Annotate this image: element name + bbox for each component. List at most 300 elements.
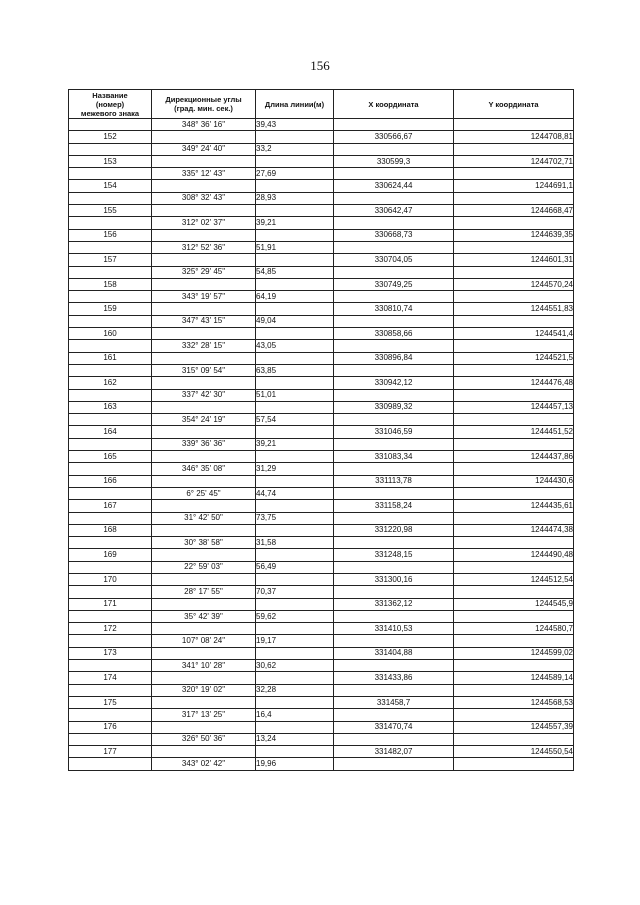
cell-line-length: 59,62 bbox=[256, 610, 334, 622]
header-row bbox=[69, 90, 574, 119]
cell-y-coordinate bbox=[454, 192, 574, 204]
cell-marker-name bbox=[69, 192, 152, 204]
cell-line-length bbox=[256, 573, 334, 585]
cell-direction-angle: 349° 24' 40" bbox=[152, 143, 256, 155]
cell-y-coordinate: 1244639,35 bbox=[454, 229, 574, 241]
cell-direction-angle: 343° 02' 42" bbox=[152, 758, 256, 770]
cell-marker-name bbox=[69, 463, 152, 475]
table-row bbox=[69, 684, 574, 696]
cell-line-length bbox=[256, 623, 334, 635]
cell-marker-name: 161 bbox=[69, 352, 152, 364]
cell-y-coordinate: 1244430,6 bbox=[454, 475, 574, 487]
cell-x-coordinate: 331220,98 bbox=[334, 524, 454, 536]
table-row bbox=[69, 328, 574, 340]
cell-y-coordinate bbox=[454, 291, 574, 303]
header-angle-line: Дирекционные углы bbox=[165, 95, 242, 104]
cell-line-length: 64,19 bbox=[256, 291, 334, 303]
cell-x-coordinate bbox=[334, 537, 454, 549]
cell-y-coordinate: 1244691,1 bbox=[454, 180, 574, 192]
cell-y-coordinate: 1244589,14 bbox=[454, 672, 574, 684]
table-header bbox=[69, 90, 574, 119]
cell-direction-angle bbox=[152, 598, 256, 610]
cell-marker-name: 152 bbox=[69, 131, 152, 143]
cell-line-length bbox=[256, 746, 334, 758]
table-row bbox=[69, 192, 574, 204]
cell-x-coordinate bbox=[334, 143, 454, 155]
cell-line-length bbox=[256, 229, 334, 241]
cell-line-length: 31,29 bbox=[256, 463, 334, 475]
cell-y-coordinate bbox=[454, 168, 574, 180]
cell-y-coordinate bbox=[454, 487, 574, 499]
cell-marker-name bbox=[69, 119, 152, 131]
cell-x-coordinate bbox=[334, 709, 454, 721]
table-row bbox=[69, 709, 574, 721]
cell-direction-angle: 317° 13' 25" bbox=[152, 709, 256, 721]
cell-x-coordinate bbox=[334, 635, 454, 647]
cell-line-length: 32,28 bbox=[256, 684, 334, 696]
header-name-line: (номер) bbox=[95, 99, 125, 109]
cell-marker-name: 173 bbox=[69, 647, 152, 659]
cell-direction-angle: 30° 38' 58" bbox=[152, 537, 256, 549]
cell-marker-name: 167 bbox=[69, 500, 152, 512]
cell-marker-name: 176 bbox=[69, 721, 152, 733]
cell-x-coordinate: 331362,12 bbox=[334, 598, 454, 610]
table-row bbox=[69, 352, 574, 364]
cell-direction-angle bbox=[152, 696, 256, 708]
cell-y-coordinate: 1244702,71 bbox=[454, 155, 574, 167]
table-row bbox=[69, 241, 574, 253]
table-row bbox=[69, 487, 574, 499]
cell-direction-angle bbox=[152, 131, 256, 143]
cell-x-coordinate bbox=[334, 684, 454, 696]
table-body bbox=[69, 119, 574, 771]
cell-x-coordinate: 330704,05 bbox=[334, 254, 454, 266]
cell-direction-angle bbox=[152, 524, 256, 536]
table-row bbox=[69, 672, 574, 684]
cell-direction-angle bbox=[152, 229, 256, 241]
cell-marker-name bbox=[69, 586, 152, 598]
cell-direction-angle: 107° 08' 24" bbox=[152, 635, 256, 647]
table-row bbox=[69, 721, 574, 733]
boundary-coordinates-table bbox=[68, 89, 574, 771]
cell-direction-angle bbox=[152, 451, 256, 463]
cell-marker-name bbox=[69, 315, 152, 327]
cell-x-coordinate bbox=[334, 168, 454, 180]
cell-marker-name bbox=[69, 414, 152, 426]
table-row bbox=[69, 414, 574, 426]
cell-direction-angle bbox=[152, 278, 256, 290]
table-row bbox=[69, 266, 574, 278]
cell-line-length: 13,24 bbox=[256, 733, 334, 745]
cell-line-length: 70,37 bbox=[256, 586, 334, 598]
cell-marker-name bbox=[69, 635, 152, 647]
cell-y-coordinate bbox=[454, 610, 574, 622]
cell-x-coordinate: 330642,47 bbox=[334, 205, 454, 217]
cell-line-length bbox=[256, 524, 334, 536]
cell-y-coordinate bbox=[454, 512, 574, 524]
cell-marker-name bbox=[69, 143, 152, 155]
cell-x-coordinate: 331248,15 bbox=[334, 549, 454, 561]
cell-y-coordinate bbox=[454, 438, 574, 450]
table-row bbox=[69, 561, 574, 573]
cell-x-coordinate bbox=[334, 266, 454, 278]
cell-y-coordinate bbox=[454, 660, 574, 672]
cell-direction-angle bbox=[152, 426, 256, 438]
cell-line-length: 49,04 bbox=[256, 315, 334, 327]
cell-line-length: 44,74 bbox=[256, 487, 334, 499]
table-row bbox=[69, 119, 574, 131]
table-row bbox=[69, 278, 574, 290]
cell-marker-name bbox=[69, 537, 152, 549]
header-y: Y координата bbox=[454, 90, 574, 119]
cell-y-coordinate: 1244435,61 bbox=[454, 500, 574, 512]
cell-y-coordinate bbox=[454, 143, 574, 155]
cell-y-coordinate bbox=[454, 364, 574, 376]
cell-line-length bbox=[256, 180, 334, 192]
cell-direction-angle bbox=[152, 377, 256, 389]
cell-line-length bbox=[256, 500, 334, 512]
cell-marker-name: 156 bbox=[69, 229, 152, 241]
cell-y-coordinate bbox=[454, 733, 574, 745]
cell-line-length: 51,91 bbox=[256, 241, 334, 253]
cell-x-coordinate bbox=[334, 119, 454, 131]
cell-y-coordinate: 1244437,86 bbox=[454, 451, 574, 463]
cell-direction-angle bbox=[152, 500, 256, 512]
cell-direction-angle bbox=[152, 155, 256, 167]
table-row bbox=[69, 500, 574, 512]
cell-direction-angle bbox=[152, 254, 256, 266]
cell-x-coordinate: 330942,12 bbox=[334, 377, 454, 389]
cell-x-coordinate: 331433,86 bbox=[334, 672, 454, 684]
cell-line-length: 73,75 bbox=[256, 512, 334, 524]
header-name bbox=[69, 90, 152, 119]
table-row bbox=[69, 598, 574, 610]
cell-marker-name bbox=[69, 487, 152, 499]
cell-direction-angle: 28° 17' 55" bbox=[152, 586, 256, 598]
cell-line-length: 19,17 bbox=[256, 635, 334, 647]
table-row bbox=[69, 180, 574, 192]
cell-marker-name: 166 bbox=[69, 475, 152, 487]
cell-direction-angle bbox=[152, 746, 256, 758]
table-row bbox=[69, 155, 574, 167]
cell-y-coordinate: 1244512,54 bbox=[454, 573, 574, 585]
cell-direction-angle bbox=[152, 303, 256, 315]
cell-y-coordinate bbox=[454, 586, 574, 598]
cell-marker-name: 158 bbox=[69, 278, 152, 290]
cell-direction-angle: 337° 42' 30" bbox=[152, 389, 256, 401]
cell-x-coordinate bbox=[334, 660, 454, 672]
cell-x-coordinate bbox=[334, 414, 454, 426]
cell-line-length: 56,49 bbox=[256, 561, 334, 573]
cell-marker-name: 175 bbox=[69, 696, 152, 708]
cell-marker-name bbox=[69, 291, 152, 303]
cell-line-length bbox=[256, 205, 334, 217]
cell-marker-name bbox=[69, 610, 152, 622]
table-row bbox=[69, 315, 574, 327]
cell-direction-angle: 341° 10' 28" bbox=[152, 660, 256, 672]
cell-line-length: 51,01 bbox=[256, 389, 334, 401]
table-row bbox=[69, 291, 574, 303]
cell-marker-name bbox=[69, 389, 152, 401]
cell-line-length bbox=[256, 426, 334, 438]
cell-marker-name: 160 bbox=[69, 328, 152, 340]
header-name-line: межевого знака bbox=[80, 108, 140, 118]
cell-x-coordinate bbox=[334, 512, 454, 524]
cell-marker-name bbox=[69, 684, 152, 696]
cell-direction-angle: 339° 36' 36" bbox=[152, 438, 256, 450]
table-row bbox=[69, 254, 574, 266]
cell-marker-name: 159 bbox=[69, 303, 152, 315]
cell-direction-angle bbox=[152, 205, 256, 217]
table-row bbox=[69, 733, 574, 745]
cell-line-length bbox=[256, 352, 334, 364]
cell-y-coordinate: 1244551,83 bbox=[454, 303, 574, 315]
cell-y-coordinate: 1244550,54 bbox=[454, 746, 574, 758]
table-row bbox=[69, 168, 574, 180]
cell-line-length bbox=[256, 328, 334, 340]
cell-line-length: 27,69 bbox=[256, 168, 334, 180]
cell-marker-name: 165 bbox=[69, 451, 152, 463]
cell-y-coordinate: 1244668,47 bbox=[454, 205, 574, 217]
cell-x-coordinate: 331300,16 bbox=[334, 573, 454, 585]
cell-marker-name bbox=[69, 340, 152, 352]
cell-direction-angle bbox=[152, 352, 256, 364]
cell-marker-name: 168 bbox=[69, 524, 152, 536]
cell-direction-angle: 320° 19' 02" bbox=[152, 684, 256, 696]
cell-y-coordinate bbox=[454, 561, 574, 573]
table-row bbox=[69, 660, 574, 672]
cell-direction-angle: 348° 36' 16" bbox=[152, 119, 256, 131]
table-row bbox=[69, 377, 574, 389]
cell-y-coordinate bbox=[454, 315, 574, 327]
table-row bbox=[69, 512, 574, 524]
table-row bbox=[69, 340, 574, 352]
cell-y-coordinate bbox=[454, 463, 574, 475]
cell-direction-angle: 332° 28' 15" bbox=[152, 340, 256, 352]
cell-direction-angle bbox=[152, 721, 256, 733]
cell-x-coordinate: 331083,34 bbox=[334, 451, 454, 463]
cell-line-length: 33,2 bbox=[256, 143, 334, 155]
cell-line-length bbox=[256, 647, 334, 659]
cell-x-coordinate: 331410,53 bbox=[334, 623, 454, 635]
cell-line-length bbox=[256, 303, 334, 315]
header-length: Длина линии(м) bbox=[256, 90, 334, 119]
cell-y-coordinate: 1244521,5 bbox=[454, 352, 574, 364]
cell-direction-angle bbox=[152, 475, 256, 487]
cell-y-coordinate bbox=[454, 389, 574, 401]
cell-x-coordinate bbox=[334, 463, 454, 475]
cell-line-length: 31,58 bbox=[256, 537, 334, 549]
cell-y-coordinate: 1244541,4 bbox=[454, 328, 574, 340]
cell-y-coordinate bbox=[454, 758, 574, 770]
cell-direction-angle: 315° 09' 54" bbox=[152, 364, 256, 376]
table-row bbox=[69, 549, 574, 561]
cell-marker-name bbox=[69, 561, 152, 573]
cell-marker-name: 162 bbox=[69, 377, 152, 389]
table-row bbox=[69, 463, 574, 475]
cell-x-coordinate: 331482,07 bbox=[334, 746, 454, 758]
cell-line-length bbox=[256, 721, 334, 733]
cell-marker-name bbox=[69, 168, 152, 180]
page-number: 156 bbox=[310, 58, 330, 73]
cell-x-coordinate: 330989,32 bbox=[334, 401, 454, 413]
cell-x-coordinate: 330896,84 bbox=[334, 352, 454, 364]
table-row bbox=[69, 746, 574, 758]
cell-marker-name bbox=[69, 512, 152, 524]
cell-line-length bbox=[256, 254, 334, 266]
table-row bbox=[69, 364, 574, 376]
table-row bbox=[69, 475, 574, 487]
cell-line-length: 30,62 bbox=[256, 660, 334, 672]
cell-x-coordinate bbox=[334, 315, 454, 327]
cell-direction-angle bbox=[152, 672, 256, 684]
cell-marker-name bbox=[69, 733, 152, 745]
cell-marker-name: 155 bbox=[69, 205, 152, 217]
cell-direction-angle: 6° 25' 45" bbox=[152, 487, 256, 499]
cell-line-length bbox=[256, 598, 334, 610]
cell-marker-name bbox=[69, 217, 152, 229]
cell-y-coordinate bbox=[454, 414, 574, 426]
cell-y-coordinate bbox=[454, 241, 574, 253]
cell-direction-angle bbox=[152, 573, 256, 585]
cell-x-coordinate bbox=[334, 340, 454, 352]
cell-line-length: 43,05 bbox=[256, 340, 334, 352]
cell-direction-angle: 308° 32' 43" bbox=[152, 192, 256, 204]
cell-marker-name bbox=[69, 266, 152, 278]
cell-line-length: 39,21 bbox=[256, 217, 334, 229]
cell-marker-name: 171 bbox=[69, 598, 152, 610]
cell-line-length bbox=[256, 278, 334, 290]
cell-marker-name: 174 bbox=[69, 672, 152, 684]
table-row bbox=[69, 217, 574, 229]
cell-direction-angle: 335° 12' 43" bbox=[152, 168, 256, 180]
cell-marker-name: 154 bbox=[69, 180, 152, 192]
cell-y-coordinate bbox=[454, 684, 574, 696]
header-angle-line: (град. мин. сек.) bbox=[174, 104, 233, 113]
cell-line-length bbox=[256, 401, 334, 413]
table-row bbox=[69, 758, 574, 770]
cell-line-length bbox=[256, 672, 334, 684]
cell-y-coordinate: 1244476,48 bbox=[454, 377, 574, 389]
cell-line-length: 39,43 bbox=[256, 119, 334, 131]
table-row bbox=[69, 451, 574, 463]
cell-line-length bbox=[256, 696, 334, 708]
cell-marker-name bbox=[69, 241, 152, 253]
cell-marker-name: 163 bbox=[69, 401, 152, 413]
cell-x-coordinate bbox=[334, 217, 454, 229]
cell-marker-name: 172 bbox=[69, 623, 152, 635]
cell-direction-angle: 326° 50' 36" bbox=[152, 733, 256, 745]
cell-marker-name bbox=[69, 364, 152, 376]
table-row bbox=[69, 205, 574, 217]
cell-direction-angle bbox=[152, 180, 256, 192]
cell-marker-name: 153 bbox=[69, 155, 152, 167]
cell-line-length: 39,21 bbox=[256, 438, 334, 450]
cell-marker-name: 164 bbox=[69, 426, 152, 438]
table-row bbox=[69, 426, 574, 438]
cell-x-coordinate bbox=[334, 610, 454, 622]
cell-marker-name: 157 bbox=[69, 254, 152, 266]
cell-direction-angle: 347° 43' 15" bbox=[152, 315, 256, 327]
cell-direction-angle: 325° 29' 45" bbox=[152, 266, 256, 278]
cell-y-coordinate: 1244451,52 bbox=[454, 426, 574, 438]
cell-x-coordinate bbox=[334, 192, 454, 204]
table-row bbox=[69, 438, 574, 450]
cell-direction-angle bbox=[152, 623, 256, 635]
header-angle bbox=[152, 90, 256, 119]
cell-line-length: 57,54 bbox=[256, 414, 334, 426]
cell-direction-angle: 343° 19' 57" bbox=[152, 291, 256, 303]
cell-x-coordinate: 331470,74 bbox=[334, 721, 454, 733]
cell-x-coordinate: 331158,24 bbox=[334, 500, 454, 512]
cell-y-coordinate bbox=[454, 340, 574, 352]
cell-marker-name bbox=[69, 758, 152, 770]
table-row bbox=[69, 586, 574, 598]
cell-x-coordinate bbox=[334, 561, 454, 573]
cell-direction-angle: 22° 59' 03" bbox=[152, 561, 256, 573]
cell-y-coordinate: 1244708,81 bbox=[454, 131, 574, 143]
header-name-line: Название bbox=[92, 90, 128, 100]
table-row bbox=[69, 647, 574, 659]
cell-x-coordinate bbox=[334, 758, 454, 770]
cell-line-length: 28,93 bbox=[256, 192, 334, 204]
table-row bbox=[69, 573, 574, 585]
cell-x-coordinate: 330668,73 bbox=[334, 229, 454, 241]
cell-x-coordinate: 330599,3 bbox=[334, 155, 454, 167]
table-row bbox=[69, 389, 574, 401]
cell-direction-angle: 354° 24' 19" bbox=[152, 414, 256, 426]
table-row bbox=[69, 131, 574, 143]
cell-direction-angle bbox=[152, 401, 256, 413]
cell-y-coordinate: 1244457,13 bbox=[454, 401, 574, 413]
cell-direction-angle: 312° 52' 36" bbox=[152, 241, 256, 253]
cell-x-coordinate bbox=[334, 389, 454, 401]
cell-line-length bbox=[256, 549, 334, 561]
cell-x-coordinate bbox=[334, 241, 454, 253]
cell-y-coordinate bbox=[454, 217, 574, 229]
cell-x-coordinate bbox=[334, 487, 454, 499]
cell-marker-name bbox=[69, 709, 152, 721]
table-row bbox=[69, 635, 574, 647]
cell-x-coordinate: 331046,59 bbox=[334, 426, 454, 438]
header-x: X координата bbox=[334, 90, 454, 119]
cell-y-coordinate: 1244474,38 bbox=[454, 524, 574, 536]
table-row bbox=[69, 229, 574, 241]
table-row bbox=[69, 610, 574, 622]
cell-line-length bbox=[256, 475, 334, 487]
cell-x-coordinate: 330624,44 bbox=[334, 180, 454, 192]
cell-y-coordinate: 1244557,39 bbox=[454, 721, 574, 733]
cell-y-coordinate: 1244580,7 bbox=[454, 623, 574, 635]
cell-line-length: 19,96 bbox=[256, 758, 334, 770]
cell-line-length bbox=[256, 377, 334, 389]
cell-direction-angle: 346° 35' 08" bbox=[152, 463, 256, 475]
cell-line-length bbox=[256, 155, 334, 167]
cell-direction-angle bbox=[152, 549, 256, 561]
cell-x-coordinate: 330810,74 bbox=[334, 303, 454, 315]
cell-direction-angle bbox=[152, 328, 256, 340]
cell-x-coordinate: 330858,66 bbox=[334, 328, 454, 340]
cell-x-coordinate bbox=[334, 733, 454, 745]
table-row bbox=[69, 401, 574, 413]
cell-x-coordinate bbox=[334, 438, 454, 450]
cell-x-coordinate: 331404,88 bbox=[334, 647, 454, 659]
cell-x-coordinate: 331113,78 bbox=[334, 475, 454, 487]
cell-marker-name bbox=[69, 438, 152, 450]
table-row bbox=[69, 696, 574, 708]
cell-y-coordinate bbox=[454, 635, 574, 647]
table-row bbox=[69, 303, 574, 315]
